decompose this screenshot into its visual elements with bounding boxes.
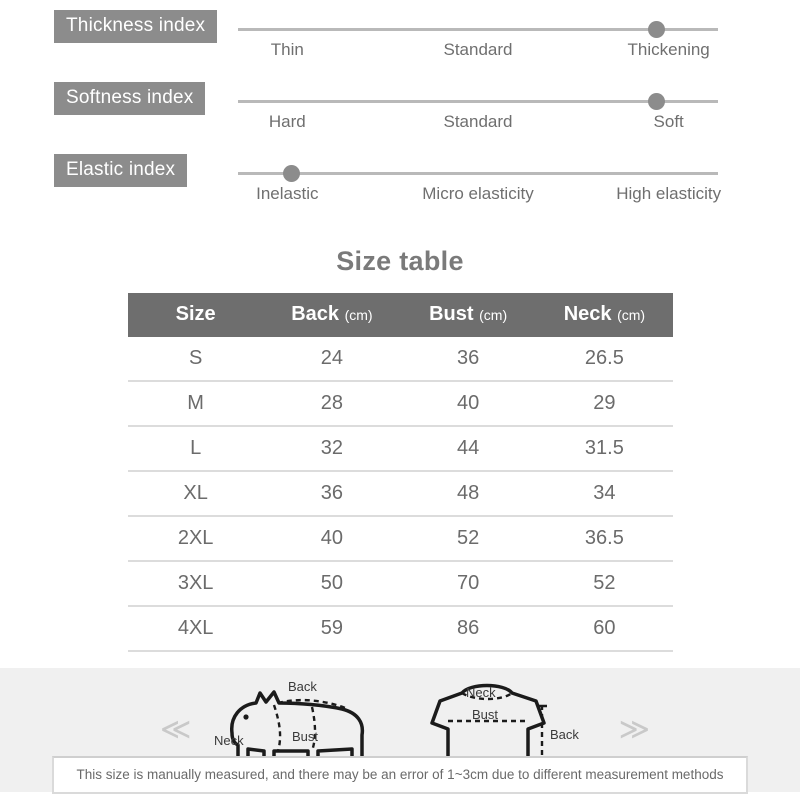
table-row	[128, 337, 673, 381]
cell-bust: 52	[400, 516, 536, 561]
cell-neck: 36.5	[536, 516, 672, 561]
table-row	[128, 426, 673, 471]
index-tick: Thin	[270, 40, 304, 59]
index-dot-thickness[interactable]	[648, 21, 665, 38]
cell-back: 28	[264, 381, 400, 426]
index-track-softness[interactable]	[238, 82, 718, 142]
prev-arrow-icon[interactable]: ≪	[160, 713, 192, 746]
cell-size: XL	[128, 471, 264, 516]
cell-size: 4XL	[128, 606, 264, 651]
index-track-line	[238, 28, 718, 31]
index-tick: Hard	[268, 112, 306, 131]
dog-label-neck: Neck	[214, 733, 244, 748]
cell-back: 40	[264, 516, 400, 561]
table-row	[128, 606, 673, 651]
index-tick: Soft	[653, 112, 684, 131]
table-row	[128, 516, 673, 561]
table-row	[128, 561, 673, 606]
cell-neck: 52	[536, 561, 672, 606]
cell-bust: 44	[400, 426, 536, 471]
cell-bust: 36	[400, 337, 536, 381]
cell-neck: 29	[536, 381, 672, 426]
dog-label-back: Back	[288, 679, 317, 694]
cell-neck: 34	[536, 471, 672, 516]
garment-label-bust: Bust	[472, 707, 499, 722]
table-row	[128, 381, 673, 426]
garment-label-neck: Neck	[466, 685, 496, 700]
cell-neck: 26.5	[536, 337, 672, 381]
column-header-back: Back (cm)	[264, 293, 400, 337]
index-tick: Thickening	[627, 40, 710, 59]
table-header-row	[128, 293, 673, 337]
index-track-elastic[interactable]	[238, 154, 722, 214]
index-row-softness	[0, 78, 800, 150]
column-header-bust: Bust (cm)	[400, 293, 536, 337]
cell-neck: 31.5	[536, 426, 672, 471]
garment-label-back: Back	[550, 727, 579, 742]
cell-bust: 40	[400, 381, 536, 426]
column-header-neck: Neck (cm)	[536, 293, 672, 337]
index-tick: Inelastic	[256, 184, 319, 203]
cell-size: M	[128, 381, 264, 426]
index-tick: High elasticity	[616, 184, 722, 203]
index-ticks-elastic	[192, 184, 764, 204]
cell-size: 3XL	[128, 561, 264, 606]
size-table	[128, 293, 673, 652]
index-track-line	[238, 172, 718, 175]
cell-bust: 86	[400, 606, 536, 651]
cell-size: S	[128, 337, 264, 381]
cell-back: 50	[264, 561, 400, 606]
index-tick: Standard	[443, 112, 513, 131]
cell-bust: 48	[400, 471, 536, 516]
cell-back: 59	[264, 606, 400, 651]
index-dot-softness[interactable]	[648, 93, 665, 110]
column-header-size: Size	[128, 293, 264, 337]
cell-back: 32	[264, 426, 400, 471]
cell-size: L	[128, 426, 264, 471]
table-row	[128, 471, 673, 516]
index-label-elastic: Elastic index	[54, 154, 187, 187]
index-ticks-thickness	[192, 40, 764, 60]
index-tick: Standard	[443, 40, 513, 59]
index-ticks-softness	[192, 112, 764, 132]
index-row-thickness	[0, 6, 800, 78]
index-label-softness: Softness index	[54, 82, 205, 115]
index-track-line	[238, 100, 718, 103]
size-table-title: Size table	[336, 246, 464, 276]
cell-back: 24	[264, 337, 400, 381]
next-arrow-icon[interactable]: ≫	[618, 713, 650, 746]
dog-label-bust: Bust	[292, 729, 319, 744]
index-sliders	[0, 0, 800, 222]
cell-bust: 70	[400, 561, 536, 606]
cell-back: 36	[264, 471, 400, 516]
index-label-thickness: Thickness index	[54, 10, 217, 43]
cell-size: 2XL	[128, 516, 264, 561]
index-row-elastic	[0, 150, 800, 222]
measurement-note: This size is manually measured, and there may be an error of 1~3cm due to different measurement methods	[52, 756, 748, 794]
index-tick: Micro elasticity	[422, 184, 534, 203]
index-dot-elastic[interactable]	[283, 165, 300, 182]
cell-neck: 60	[536, 606, 672, 651]
index-track-thickness[interactable]	[238, 10, 718, 70]
